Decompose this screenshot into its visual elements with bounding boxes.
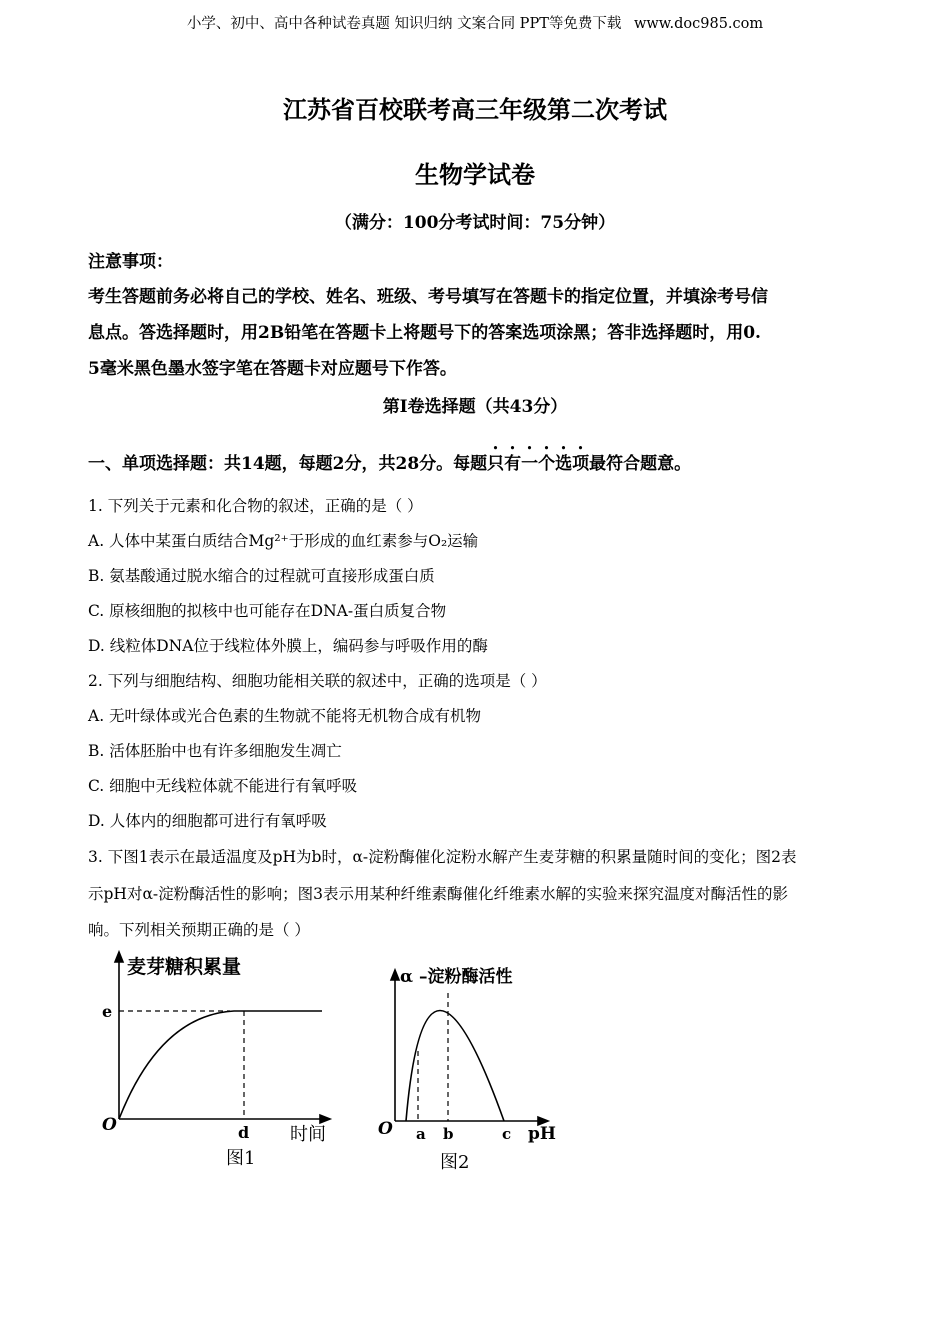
fig1-origin: O: [102, 1115, 117, 1135]
fig2-b-label: b: [443, 1125, 454, 1143]
option-2d: D. 人体内的细胞都可进行有氧呼吸: [88, 812, 327, 830]
fig1-curve: [119, 1011, 322, 1119]
fig1-d-label: d: [238, 1123, 250, 1142]
question-3-line: 响。下列相关预期正确的是（ ）: [88, 921, 310, 939]
fig2-y-arrow: [391, 970, 399, 980]
notice-line: 5毫米黑色墨水签字笔在答题卡对应题号下作答。: [88, 359, 457, 379]
question-3-line: 3. 下图1表示在最适温度及pH为b时，α-淀粉酶催化淀粉水解产生麦芽糖的积累量随时间的变化；图2表: [88, 848, 797, 866]
fig2-xlabel: pH: [528, 1124, 556, 1144]
fig1-x-arrow: [320, 1115, 330, 1123]
option-1a: A. 人体中某蛋白质结合Mg²⁺于形成的血红素参与O₂运输: [88, 532, 479, 550]
question-3-line: 示pH对α-淀粉酶活性的影响；图3表示用某种纤维素酶催化纤维素水解的实验来探究温度对酶活性的影: [88, 885, 789, 903]
exam-title: 江苏省百校联考高三年级第二次考试: [283, 95, 667, 124]
page-header: [0, 12, 950, 33]
exam-subtitle: 生物学试卷: [415, 160, 535, 189]
option-2b: B. 活体胚胎中也有许多细胞发生凋亡: [88, 742, 342, 760]
fig2-ylabel: α –淀粉酶活性: [400, 967, 513, 987]
section-emphasis: 只有一个选项: [487, 454, 590, 474]
fig1-e-label: e: [102, 1002, 113, 1021]
exam-info: （满分：100分考试时间：75分钟）: [334, 213, 616, 233]
fig1-ylabel: 麦芽糖积累量: [127, 956, 242, 978]
section-text: 一、单项选择题：共14题，每题2分，共28分。每题: [88, 454, 488, 474]
option-1c: C. 原核细胞的拟核中也可能存在DNA-蛋白质复合物: [88, 602, 447, 620]
header-text: 小学、初中、高中各种试卷真题 知识归纳 文案合同 PPT等免费下载: [186, 16, 622, 32]
fig2-c-label: c: [502, 1125, 512, 1143]
option-1d: D. 线粒体DNA位于线粒体外膜上，编码参与呼吸作用的酶: [88, 637, 488, 655]
notice-heading: 注意事项：: [88, 252, 173, 272]
figure-2: [391, 970, 548, 1125]
fig2-origin: O: [378, 1119, 393, 1139]
fig2-a-label: a: [416, 1125, 426, 1143]
fig1-y-arrow: [115, 952, 123, 962]
section-heading: [88, 444, 691, 474]
question-2: 2. 下列与细胞结构、细胞功能相关联的叙述中，正确的选项是（ ）: [88, 672, 547, 690]
notice-line: 考生答题前务必将自己的学校、姓名、班级、考号填写在答题卡的指定位置，并填涂考号信: [88, 287, 768, 307]
notice-line: 息点。答选择题时，用2B铅笔在答题卡上将题号下的答案选项涂黑；答非选择题时，用0.: [88, 323, 761, 343]
figures: [90, 940, 570, 1180]
fig2-curve: [406, 1011, 504, 1122]
part-title: 第Ⅰ卷选择题（共43分）: [382, 397, 568, 417]
section-text: 最符合题意。: [589, 454, 692, 474]
option-2a: A. 无叶绿体或光合色素的生物就不能将无机物合成有机物: [88, 707, 482, 725]
fig2-caption: 图2: [440, 1152, 470, 1173]
header-site-link[interactable]: www.doc985.com: [633, 16, 764, 32]
option-1b: B. 氨基酸通过脱水缩合的过程就可直接形成蛋白质: [88, 567, 435, 585]
fig1-xlabel: 时间: [290, 1124, 326, 1145]
option-2c: C. 细胞中无线粒体就不能进行有氧呼吸: [88, 777, 358, 795]
fig1-caption: 图1: [226, 1148, 256, 1169]
question-1: 1. 下列关于元素和化合物的叙述，正确的是（ ）: [88, 497, 423, 515]
